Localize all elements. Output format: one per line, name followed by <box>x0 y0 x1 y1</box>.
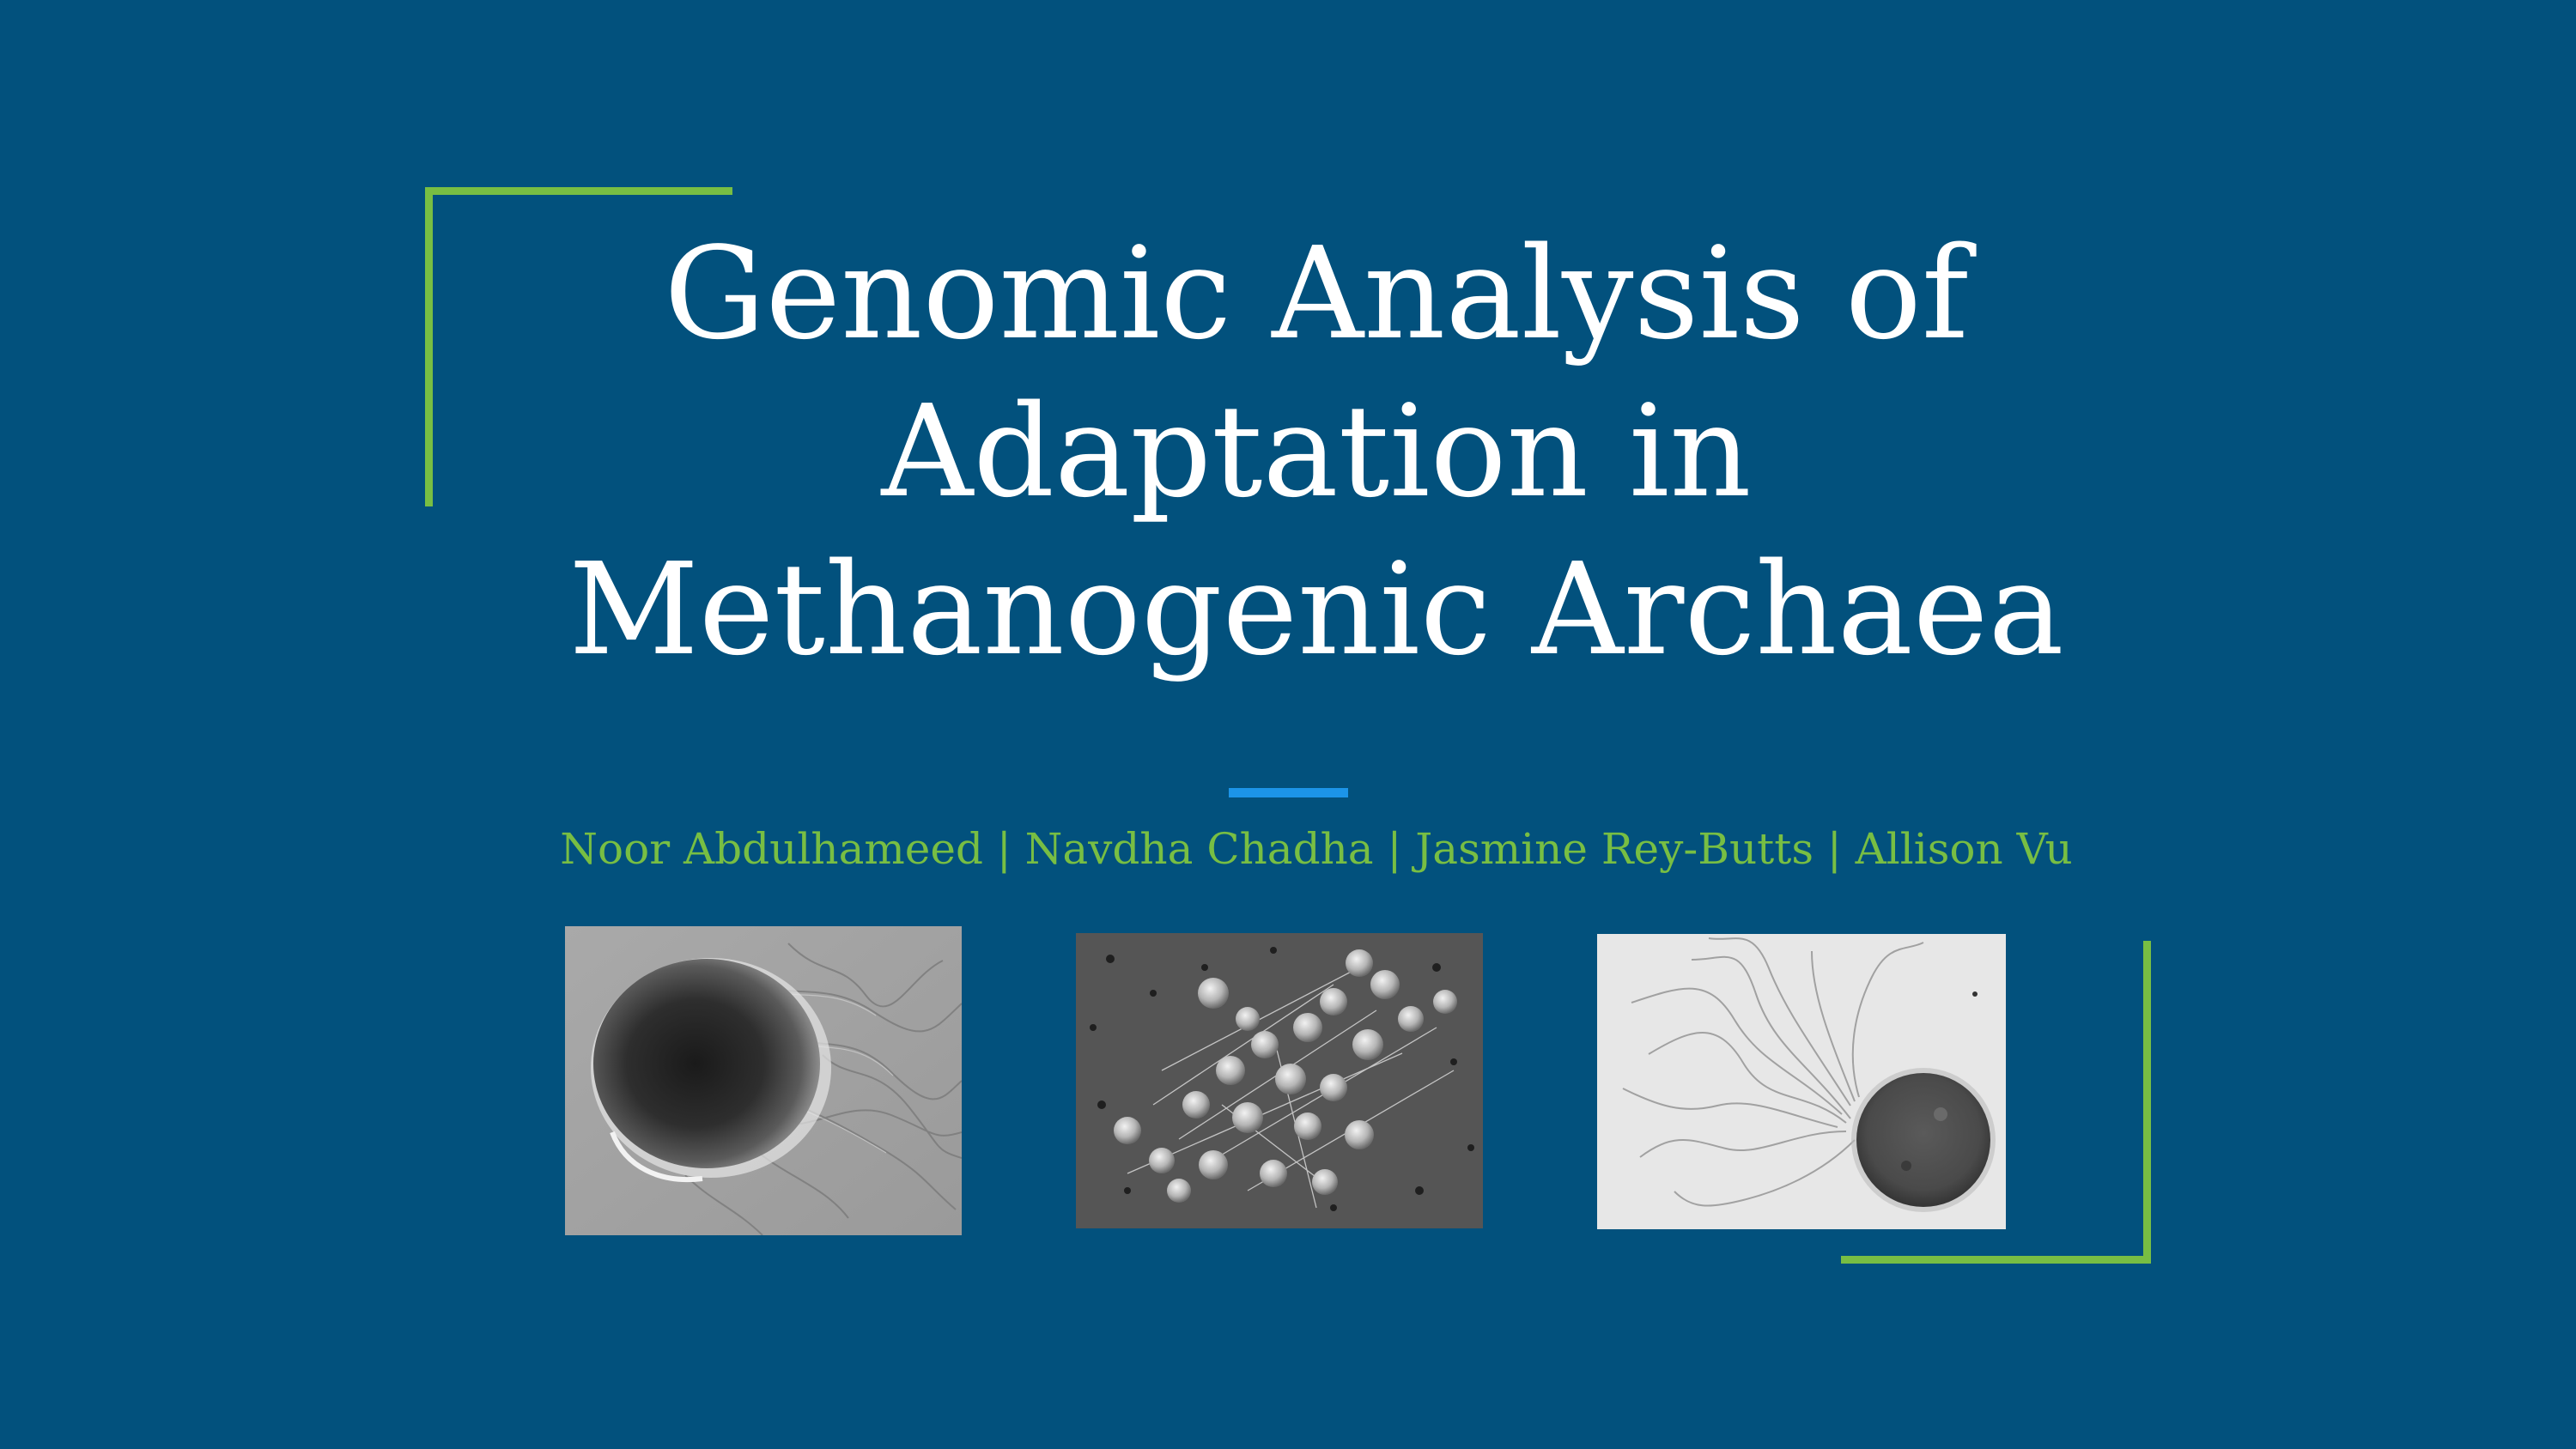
authors-line: Noor Abdulhameed | Navdha Chadha | Jasmine Rey-Butts | Allison Vu <box>560 824 2073 874</box>
flagellated-archaeon-micrograph <box>1597 934 2006 1229</box>
title-line-2: Adaptation in <box>881 378 1752 525</box>
archaea-cluster-sem-micrograph <box>1076 933 1483 1228</box>
single-archaeon-micrograph <box>565 926 962 1235</box>
title-accent-divider <box>1229 788 1348 797</box>
title-line-1: Genomic Analysis of <box>664 220 1969 367</box>
title-line-3: Methanogenic Archaea <box>568 536 2064 683</box>
slide-title <box>429 215 2203 688</box>
